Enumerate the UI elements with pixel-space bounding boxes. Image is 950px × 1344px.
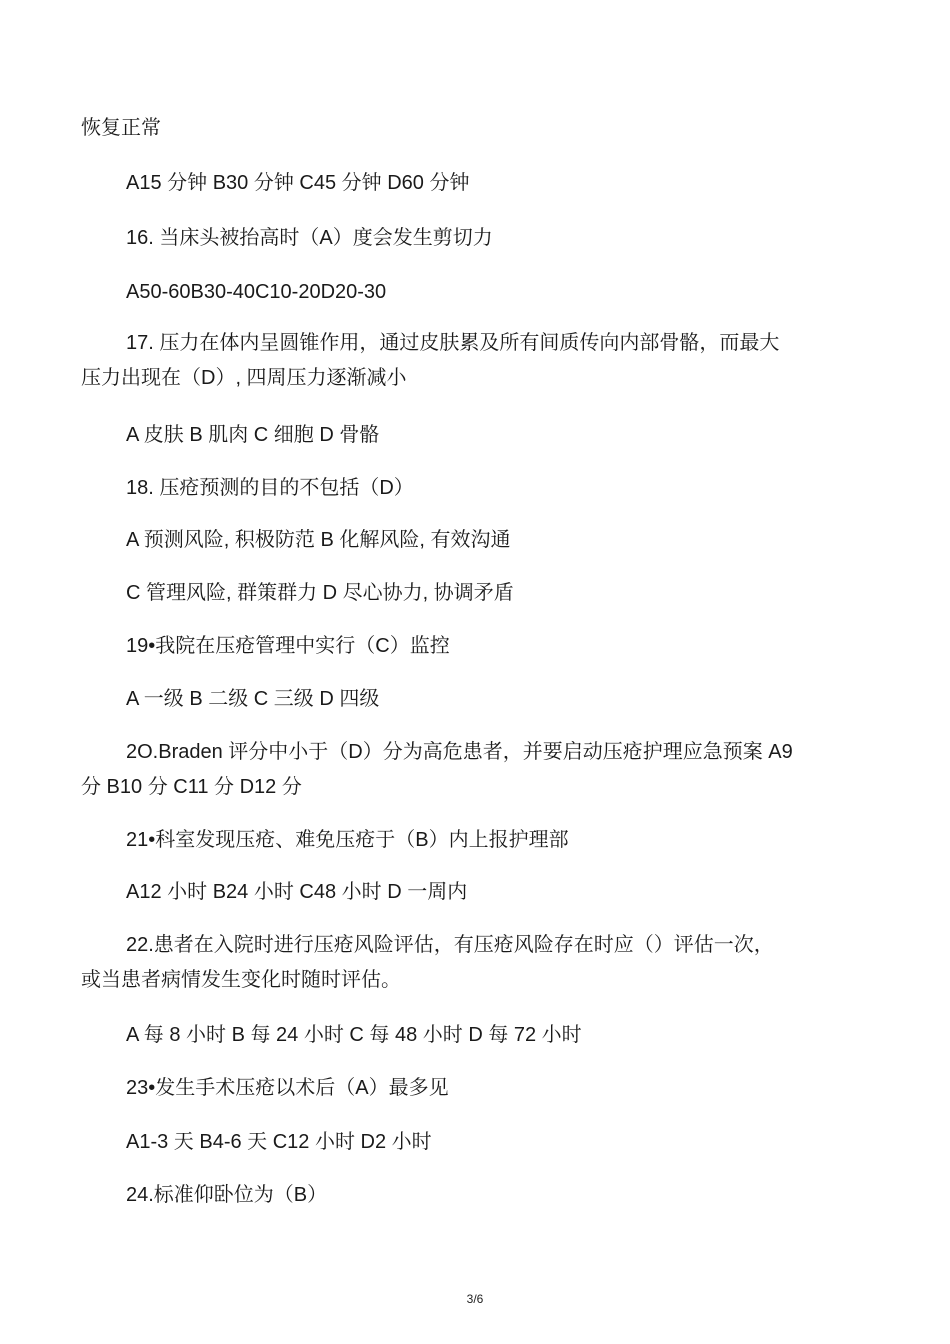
text-line: A50-60B30-40C10-20D20-30 <box>126 281 387 303</box>
text-line: A12 小时 B24 小时 C48 小时 D 一周内 <box>126 881 468 903</box>
text-line: A 预测风险, 积极防范 B 化解风险, 有效沟通 <box>126 529 511 551</box>
question-19: 19•我院在压疮管理中实行（C）监控 <box>126 635 450 657</box>
question-22: 22.患者在入院时进行压疮风险评估，有压疮风险存在时应（）评估一次， <box>126 934 774 956</box>
question-17: 17. 压力在体内呈圆锥作用，通过皮肤累及所有间质传向内部骨骼，而最大 <box>126 332 780 354</box>
text-line: 压力出现在（D）, 四周压力逐渐减小 <box>81 367 407 389</box>
text-line: A 每 8 小时 B 每 24 小时 C 每 48 小时 D 每 72 小时 <box>126 1024 582 1046</box>
text-line: A15 分钟 B30 分钟 C45 分钟 D60 分钟 <box>126 172 470 194</box>
text-line: 或当患者病情发生变化时随时评估。 <box>81 969 401 991</box>
question-24: 24.标准仰卧位为（B） <box>126 1184 328 1206</box>
question-16: 16. 当床头被抬高时（A）度会发生剪切力 <box>126 227 493 249</box>
text-line: A 一级 B 二级 C 三级 D 四级 <box>126 688 380 710</box>
text-line: 分 B10 分 C11 分 D12 分 <box>81 776 302 798</box>
text-line: A1-3 天 B4-6 天 C12 小时 D2 小时 <box>126 1131 432 1153</box>
text-line: A 皮肤 B 肌肉 C 细胞 D 骨骼 <box>126 424 380 446</box>
text-line: 恢复正常 <box>81 117 161 139</box>
text-line: C 管理风险, 群策群力 D 尽心协力, 协调矛盾 <box>126 582 514 604</box>
page-number: 3/6 <box>466 1292 484 1306</box>
question-18: 18. 压疮预测的目的不包括（D） <box>126 477 414 499</box>
question-23: 23•发生手术压疮以术后（A）最多见 <box>126 1077 449 1099</box>
question-20: 2O.Braden 评分中小于（D）分为高危患者，并要启动压疮护理应急预案 A9 <box>126 741 793 763</box>
question-21: 21•科室发现压疮、难免压疮于（B）内上报护理部 <box>126 829 569 851</box>
